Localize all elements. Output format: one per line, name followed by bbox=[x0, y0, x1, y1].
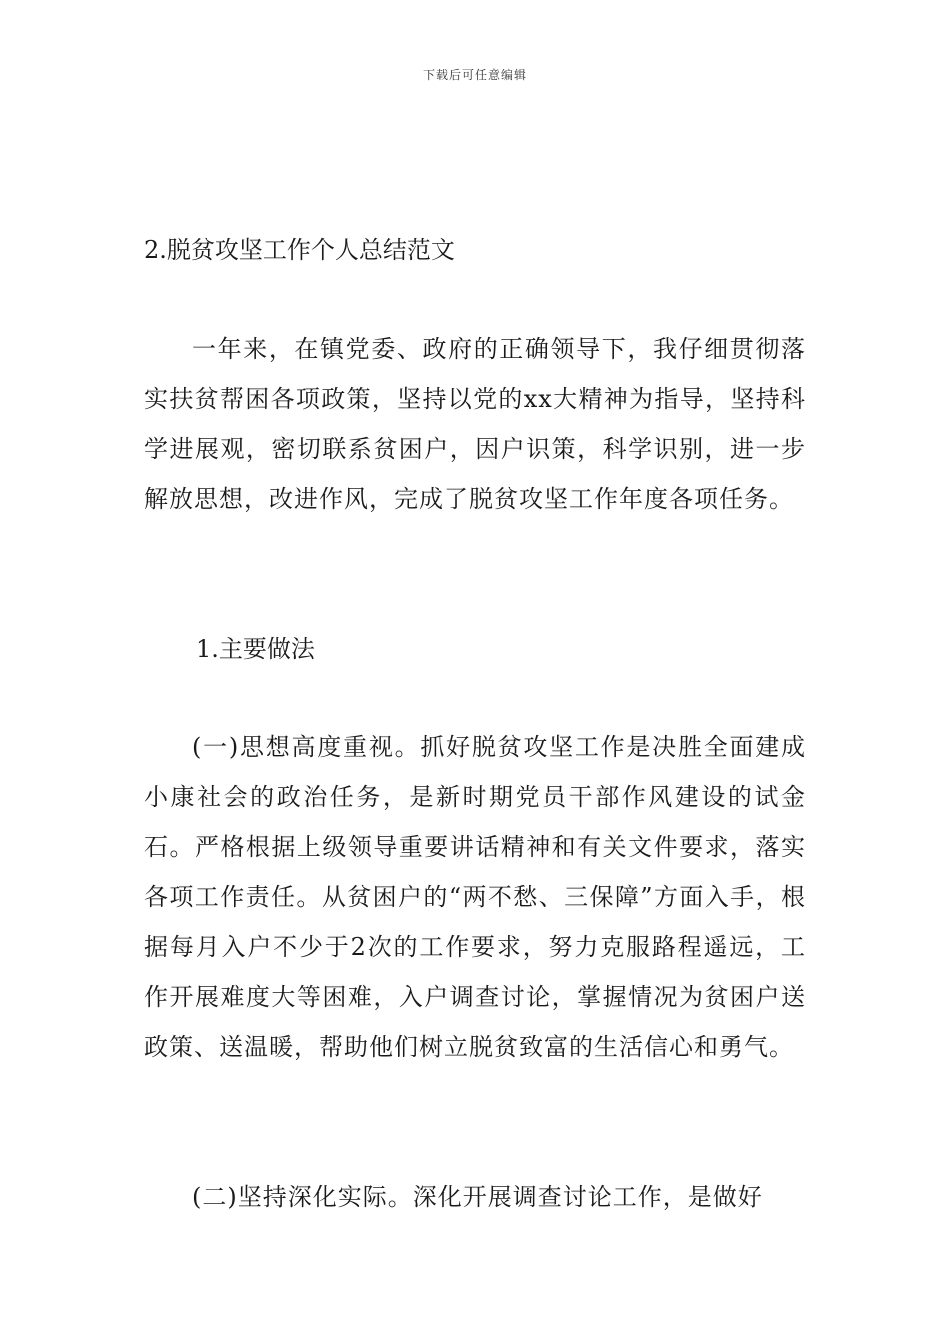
body-paragraph-2: (二)坚持深化实际。深化开展调查讨论工作，是做好 bbox=[192, 1183, 763, 1211]
section-heading: 1.主要做法 bbox=[196, 635, 315, 663]
header-note: 下载后可任意编辑 bbox=[422, 68, 527, 82]
intro-paragraph: 一年来，在镇党委、政府的正确领导下，我仔细贯彻落实扶贫帮困各项政策，坚持以党的xx大精神为指导，坚持科学进展观，密切联系贫困户，因户识策，科学识别，进一步解放思想，改进作风，完成了脱贫攻坚工作年度各项任务。 bbox=[144, 335, 806, 513]
body-paragraph-1: (一)思想高度重视。抓好脱贫攻坚工作是决胜全面建成小康社会的政治任务，是新时期党员干部作风建设的试金石。严格根据上级领导重要讲话精神和有关文件要求，落实各项工作责任。从贫困户的“两不愁、三保障”方面入手，根据每月入户不少于2次的工作要求，努力克服路程遥远，工作开展难度大等困难，入户调查讨论，掌握情况为贫困户送政策、送温暖，帮助他们树立脱贫致富的生活信心和勇气。 bbox=[144, 733, 806, 1061]
document-title: 2.脱贫攻坚工作个人总结范文 bbox=[144, 236, 455, 264]
